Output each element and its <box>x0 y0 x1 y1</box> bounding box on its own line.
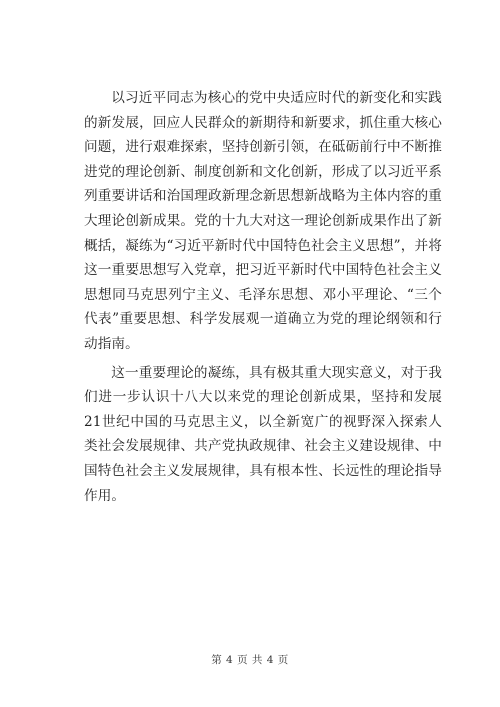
document-body <box>84 86 442 512</box>
paragraph-2: 这一重要理论的凝练，具有极其重大现实意义，对于我们进一步认识十八大以来党的理论创新成果，坚持和发展21世纪中国的马克思主义，以全新宽广的视野深入探索人类社会发展规律、共产党执政规律、社会主义建设规律、中国特色社会主义发展规律，具有根本性、长远性的理论指导作用。 <box>84 364 442 504</box>
paragraph-1: 以习近平同志为核心的党中央适应时代的新变化和实践的新发展，回应人民群众的新期待和新要求，抓住重大核心问题，进行艰难探索，坚持创新引领，在砥砺前行中不断推进党的理论创新、制度创新和文化创新，形成了以习近平系列重要讲话和治国理政新理念新思想新战略为主体内容的重大理论创新成果。党的十九大对这一理论创新成果作出了新概括，凝练为“习近平新时代中国特色社会主义思想”，并将这一重要思想写入党章，把习近平新时代中国特色社会主义思想同马克思列宁主义、毛泽东思想、邓小平理论、“三个代表”重要思想、科学发展观一道确立为党的理论纲领和行动指南。 <box>84 90 442 352</box>
page-number-footer: 第 4 页 共 4 页 <box>211 654 289 666</box>
